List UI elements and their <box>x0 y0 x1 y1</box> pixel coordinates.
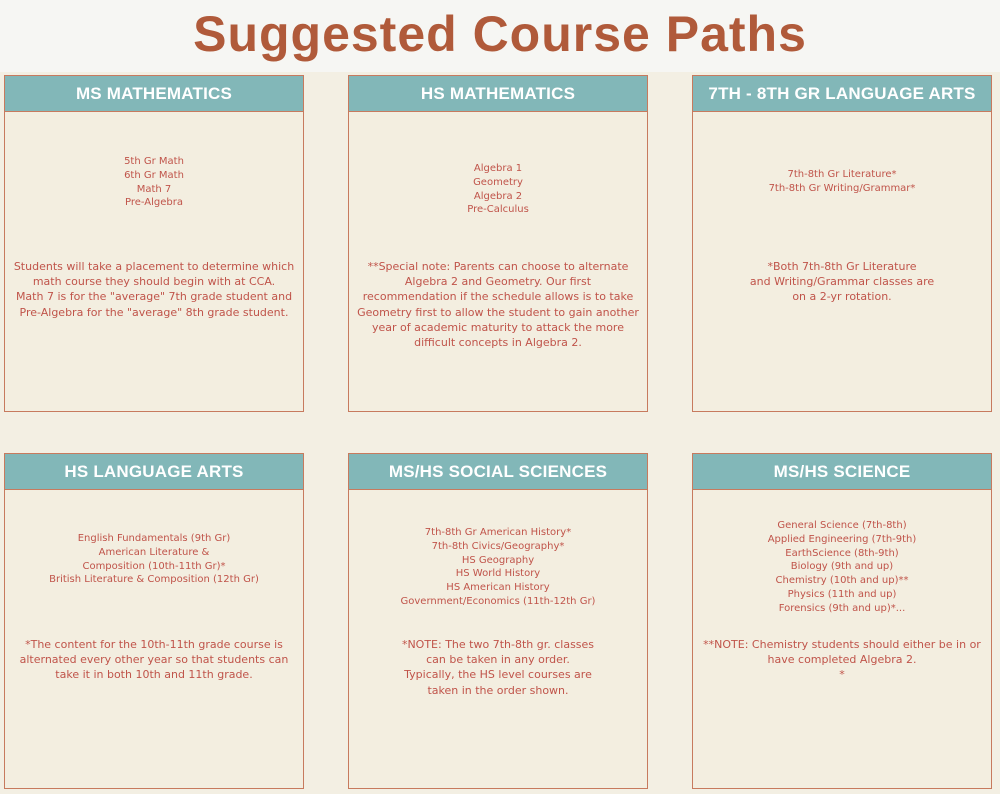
card-7th-8th-language-arts <box>692 75 992 412</box>
card-note <box>13 259 295 320</box>
course-item: 5th Gr Math <box>124 156 184 167</box>
course-item: Government/Economics (11th-12th Gr) <box>400 595 596 607</box>
course-item: Pre-Calculus <box>467 204 529 216</box>
course-item: Math 7 <box>136 183 172 195</box>
card-note <box>357 637 639 698</box>
card-ms-hs-science <box>692 453 992 789</box>
course-list <box>693 519 991 616</box>
card-ms-hs-social-sciences <box>348 453 648 789</box>
card-note <box>701 259 983 305</box>
note-line: math course they should begin with at CCA. <box>32 275 276 289</box>
course-item: EarthScience (8th-9th) <box>785 547 899 559</box>
page-title: Suggested Course Paths <box>193 6 807 62</box>
note-line: and Writing/Grammar classes are <box>749 275 935 289</box>
note-line: Students will take a placement to determine which <box>13 260 295 273</box>
note-line: take it in both 10th and 11th grade. <box>55 668 253 682</box>
note-line: *The content for the 10th-11th grade course is <box>25 638 283 651</box>
card-hs-mathematics <box>348 75 648 412</box>
card-heading: MS MATHEMATICS <box>5 76 303 112</box>
note-line: Algebra 2 and Geometry. Our first <box>404 275 592 289</box>
course-item: 7th-8th Gr American History* <box>424 527 572 538</box>
card-ms-mathematics <box>4 75 304 412</box>
note-line: Geometry first to allow the student to gain another <box>357 305 639 319</box>
card-hs-language-arts <box>4 453 304 789</box>
course-item: General Science (7th-8th) <box>777 520 907 531</box>
course-item: 7th-8th Gr Literature* <box>787 169 897 180</box>
course-item: Chemistry (10th and up)** <box>775 575 909 587</box>
course-item: Composition (10th-11th Gr)* <box>82 560 226 572</box>
note-line: *NOTE: The two 7th-8th gr. classes <box>401 638 595 651</box>
course-item: HS World History <box>455 568 541 580</box>
course-list <box>5 155 303 210</box>
note-line: **NOTE: Chemistry students should either be in or <box>703 638 981 651</box>
note-line: year of academic maturity to attack the more <box>372 320 624 334</box>
course-item: Algebra 1 <box>473 163 523 174</box>
card-note <box>13 637 295 683</box>
note-line: can be taken in any order. <box>426 653 570 667</box>
note-line: * <box>839 668 845 682</box>
course-list <box>349 162 647 217</box>
note-line: taken in the order shown. <box>427 683 569 697</box>
course-item: Geometry <box>473 176 523 188</box>
note-line: difficult concepts in Algebra 2. <box>414 336 582 350</box>
card-note <box>701 637 983 683</box>
note-line: **Special note: Parents can choose to alternate <box>367 260 629 273</box>
card-heading: 7TH - 8TH GR LANGUAGE ARTS <box>693 76 991 112</box>
note-line: Math 7 is for the "average" 7th grade student and <box>15 290 293 304</box>
course-item: English Fundamentals (9th Gr) <box>77 533 231 544</box>
note-line: on a 2-yr rotation. <box>792 290 892 304</box>
course-item: Algebra 2 <box>473 190 523 202</box>
card-heading: HS MATHEMATICS <box>349 76 647 112</box>
course-item: American Literature & <box>98 546 210 558</box>
note-line: have completed Algebra 2. <box>767 653 917 667</box>
course-item: Applied Engineering (7th-9th) <box>767 533 917 545</box>
course-item: Physics (11th and up) <box>787 588 897 600</box>
note-line: Pre-Algebra for the "average" 8th grade student. <box>19 305 289 319</box>
course-list <box>693 168 991 196</box>
course-item: British Literature & Composition (12th Gr) <box>49 574 259 586</box>
course-item: HS Geography <box>461 554 535 566</box>
card-heading: MS/HS SCIENCE <box>693 454 991 490</box>
note-line: recommendation if the schedule allows is to take <box>362 290 634 304</box>
course-item: Biology (9th and up) <box>790 561 894 573</box>
card-heading: HS LANGUAGE ARTS <box>5 454 303 490</box>
course-item: 7th-8th Gr Writing/Grammar* <box>768 182 916 194</box>
course-item: HS American History <box>446 582 550 594</box>
course-list <box>349 526 647 609</box>
course-list <box>5 532 303 587</box>
note-line: Typically, the HS level courses are <box>404 668 592 682</box>
course-item: 6th Gr Math <box>124 169 184 181</box>
note-line: *Both 7th-8th Gr Literature <box>767 260 917 273</box>
course-item: Pre-Algebra <box>125 197 183 209</box>
note-line: alternated every other year so that students can <box>19 653 289 667</box>
course-item: 7th-8th Civics/Geography* <box>431 540 565 552</box>
card-note <box>357 259 639 350</box>
card-heading: MS/HS SOCIAL SCIENCES <box>349 454 647 490</box>
course-item: Forensics (9th and up)*... <box>778 602 906 614</box>
